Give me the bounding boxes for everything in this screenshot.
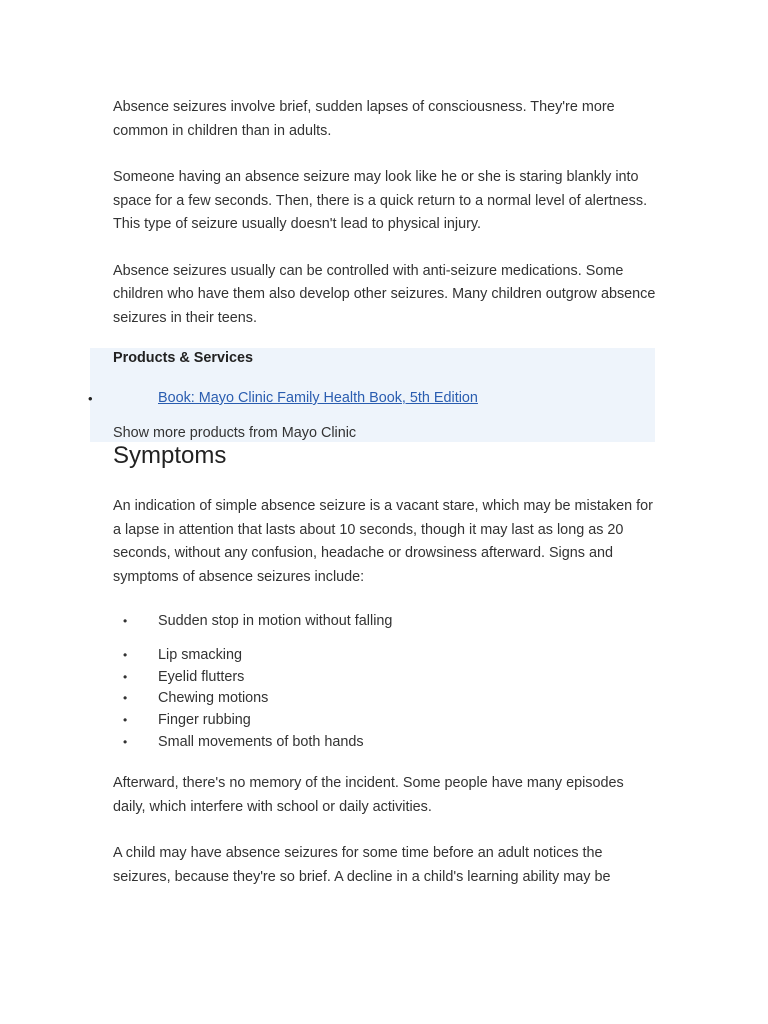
intro-paragraph-3: Absence seizures usually can be controlled with anti-seizure medications. Some children who have them also develop other seizures. Many children outgrow absence seizures in their teens.: [113, 262, 656, 326]
list-item-label: Finger rubbing: [158, 712, 251, 729]
show-more-products-text: Show more products from Mayo Clinic: [113, 425, 357, 441]
products-services-heading: Products & Services: [113, 350, 253, 366]
list-item-label: Lip smacking: [158, 646, 242, 663]
symptoms-heading: Symptoms: [113, 442, 227, 469]
list-item: [113, 688, 658, 710]
list-item-label: Sudden stop in motion without falling: [158, 613, 393, 629]
symptoms-intro-paragraph: An indication of simple absence seizure is a vacant stare, which may be mistaken for a lapse in attention that lasts about 10 seconds, though it may last as long as 20 seconds, without any confusion, headache or drowsiness afterward. Signs and symptoms of absence seizures include:: [113, 498, 653, 585]
list-item: [113, 710, 658, 732]
bullet-icon: •: [123, 713, 128, 728]
symptoms-list: [113, 611, 658, 754]
bullet-icon: •: [123, 647, 128, 662]
bullet-icon: •: [123, 614, 128, 628]
list-item: [113, 611, 658, 633]
list-item: [113, 667, 658, 689]
list-item-label: Eyelid flutters: [158, 668, 245, 685]
product-link-family-health-book[interactable]: Book: Mayo Clinic Family Health Book, 5th Edition: [158, 390, 478, 406]
intro-paragraph-2: Someone having an absence seizure may look like he or she is staring blankly into space for a few seconds. Then, there is a quick return to a normal level of alertness. This type of seizure usually doesn't lead to physical injury.: [113, 169, 648, 232]
bullet-icon: •: [123, 669, 128, 684]
list-item-label: Chewing motions: [158, 690, 269, 707]
intro-paragraph-1: Absence seizures involve brief, sudden lapses of consciousness. They're more common in children than in adults.: [113, 99, 615, 139]
bullet-icon: •: [123, 734, 128, 749]
list-item: [113, 732, 658, 754]
after-list-paragraph-1: Afterward, there's no memory of the incident. Some people have many episodes daily, which interfere with school or daily activities.: [113, 775, 624, 815]
after-list-paragraph-2: A child may have absence seizures for some time before an adult notices the seizures, because they're so brief. A decline in a child's learning ability may be: [113, 845, 611, 885]
list-item-label: Small movements of both hands: [158, 733, 364, 750]
product-bullet-icon: •: [88, 391, 93, 406]
list-item: [113, 645, 658, 667]
bullet-icon: •: [123, 691, 128, 706]
intro-section: [113, 96, 658, 330]
